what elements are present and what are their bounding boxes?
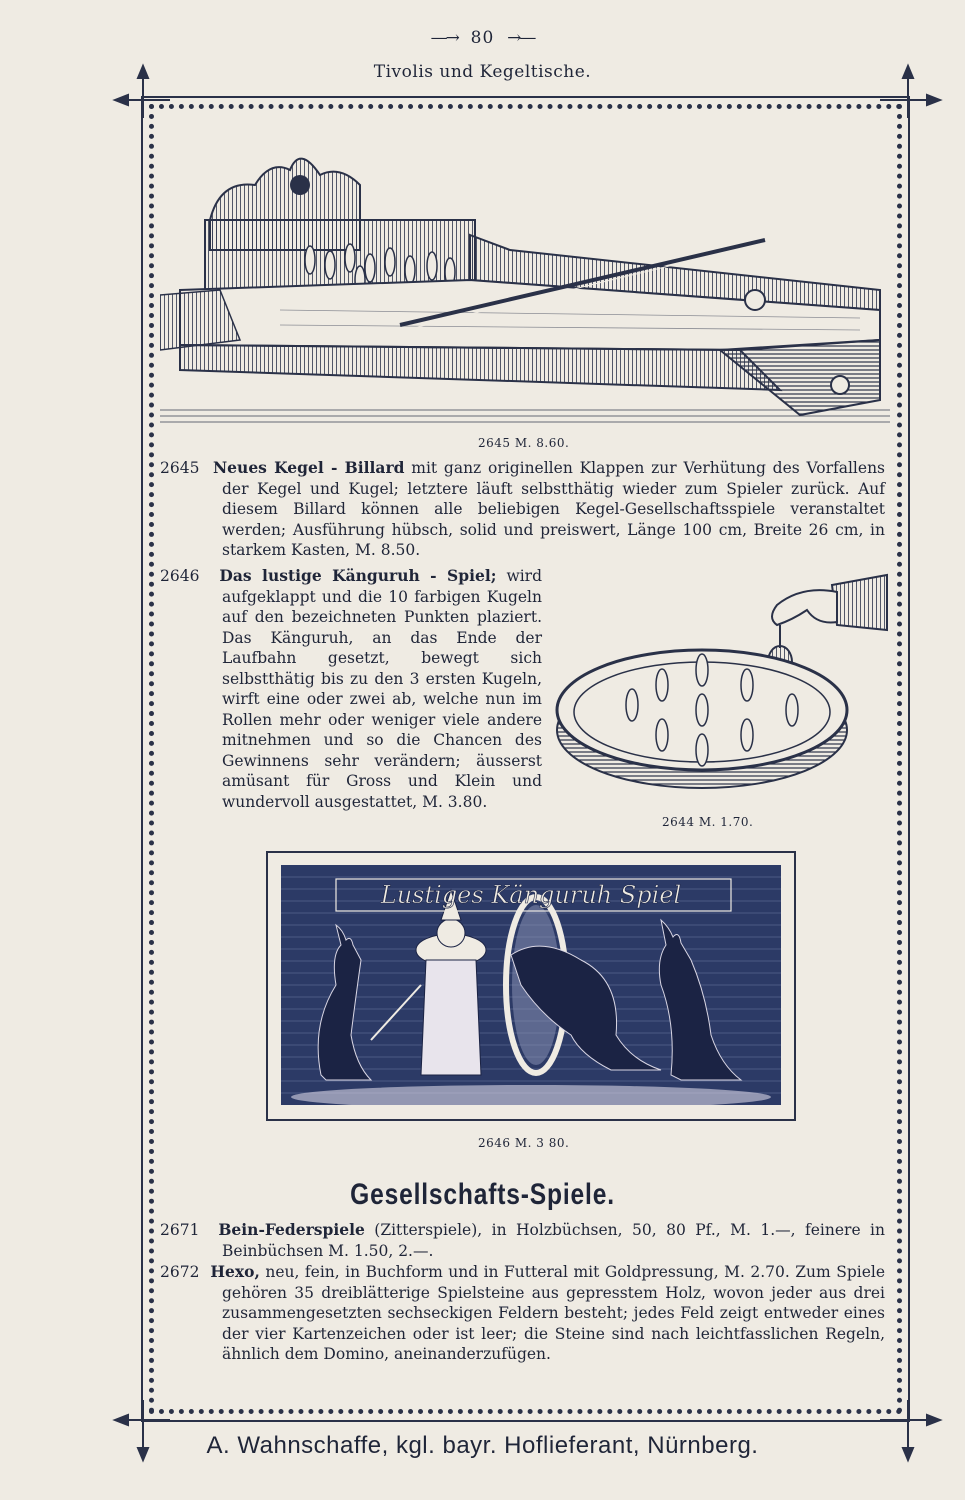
page-number: —→ 80 →— — [430, 28, 535, 48]
item-title: Hexo, — [210, 1262, 260, 1281]
kangaroo-box-illustration — [281, 865, 781, 1105]
kangaroo-box-caption: 2646 M. 3 80. — [478, 1136, 570, 1150]
item-number: 2671 — [160, 1221, 200, 1239]
item-title: Das lustige Känguruh - Spiel; — [219, 566, 497, 585]
item-number: 2645 — [160, 459, 200, 477]
item-title: Neues Kegel - Billard — [213, 458, 405, 477]
item-description: neu, fein, in Buchform und in Futteral mit Goldpressung, M. 2.70. Zum Spiele gehören 35 dreiblätterige Spielsteine aus gepresstem Holz, wovon jeder aus drei zusammengesetzten sechseckigen Feldern besteht; jedes Feld zeigt entweder eines der vier Kartenzeichen oder ist leer; die Steine sind nach leichtfasslichen Regeln, ähnlich dem Domino, aneinanderzufügen. — [222, 1263, 886, 1363]
section-title: Gesellschafts-Spiele. — [350, 1178, 615, 1211]
spin-game-illustration — [552, 570, 892, 815]
item-2645-caption: 2645 M. 8.60. — [478, 436, 570, 450]
item-title: Bein-Federspiele — [218, 1220, 365, 1239]
item-number: 2672 — [160, 1263, 200, 1281]
publisher-footer: A. Wahnschaffe, kgl. bayr. Hoflieferant, Nürnberg. — [206, 1432, 759, 1459]
item-2645-text — [160, 458, 885, 561]
item-description: mit ganz originellen Klappen zur Verhütung des Vorfallens der Kegel und Kugel; letztere läuft selbstthätig wieder zum Spieler zurück. Auf diesem Billard können alle beliebigen Kegel-Gesellschaftsspiele veranstaltet werden; Ausführung hübsch, solid und preiswert, Länge 100 cm, Breite 26 cm, in starkem Kasten, M. 8.50. — [222, 459, 886, 559]
item-description: (Zitterspiele), in Holzbüchsen, 50, 80 Pf., M. 1.—, feinere in Beinbüchsen M. 1.50, 2.—. — [222, 1221, 886, 1260]
running-title: Tivolis und Kegeltische. — [373, 62, 592, 82]
kangaroo-box-label: Lustiges Känguruh Spiel — [380, 881, 682, 909]
item-2671-text — [160, 1220, 885, 1261]
item-number: 2646 — [160, 567, 200, 585]
spin-game-caption: 2644 M. 1.70. — [662, 815, 754, 829]
kegel-billard-illustration — [160, 140, 890, 430]
item-2646-text — [160, 566, 542, 812]
item-2672-text — [160, 1262, 885, 1365]
item-description: wird aufgeklappt und die 10 farbigen Kugeln auf den bezeichneten Punkten plaziert. Das Känguruh, an das Ende der Laufbahn gesetzt, bewegt sich selbstthätig bis zu den 3 ersten Kugeln, wirft eine oder zwei ab, welche nun im Rollen mehr oder weniger viele andere mitnehmen und so die Chancen des Gewinnens sehr verändern; äusserst amüsant für Gross und Klein und wundervoll ausgestattet, M. 3.80. — [222, 567, 542, 811]
